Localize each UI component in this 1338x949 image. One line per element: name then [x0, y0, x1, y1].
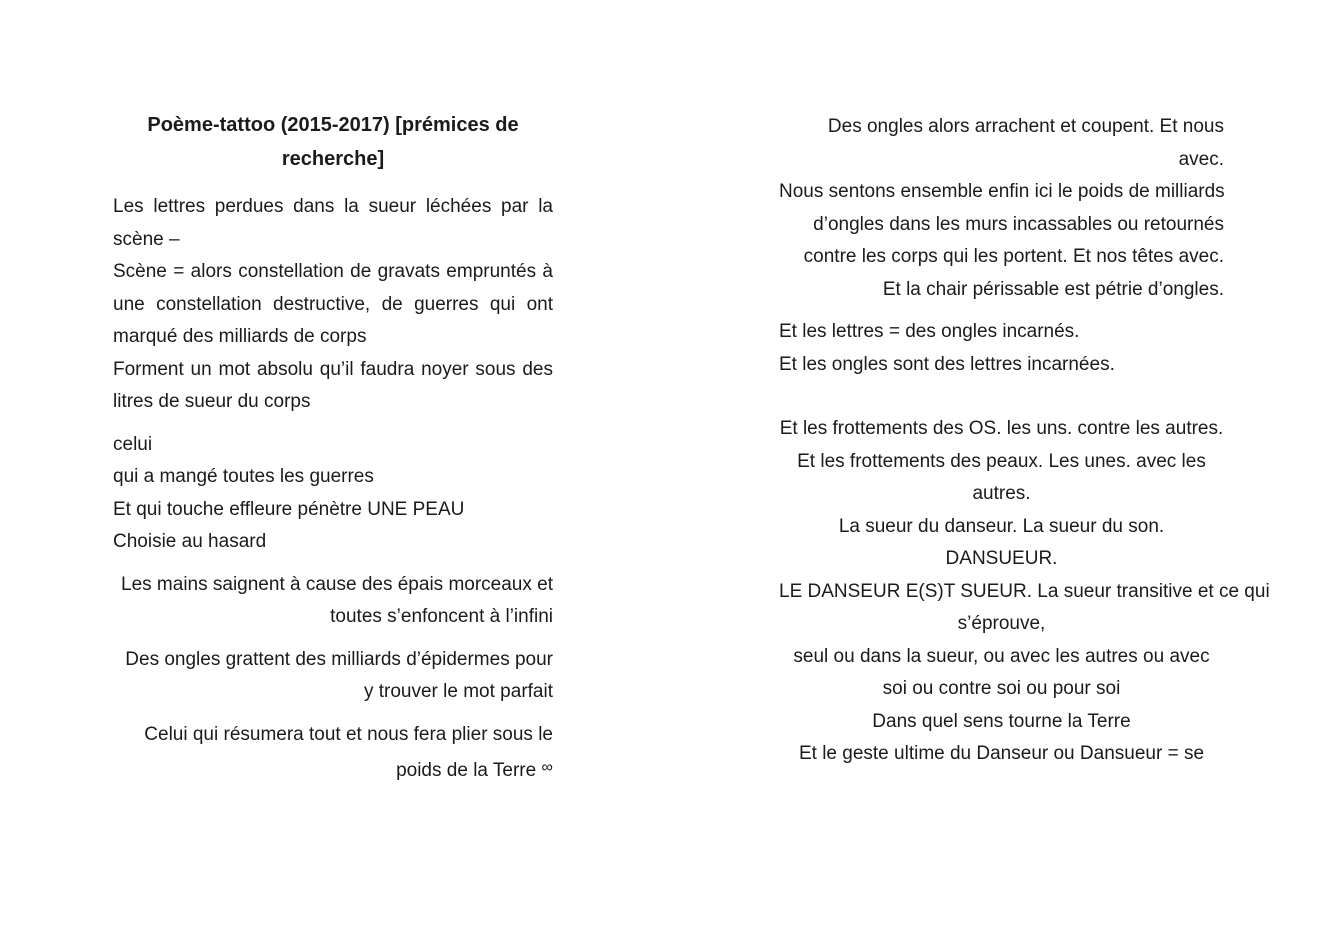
poem-line: toutes s’enfoncent à l’infini: [330, 606, 553, 627]
poem-stanza: [779, 316, 1224, 381]
poem-stanza: [113, 191, 553, 419]
poem-line: La sueur du danseur. La sueur du son.: [838, 515, 1165, 537]
poem-line: Forment un mot absolu qu’il faudra noyer sous des: [113, 358, 553, 380]
poem-line: Scène = alors constellation de gravats empruntés à: [113, 261, 553, 282]
poem-line: poids de la Terre ∞: [396, 758, 553, 781]
poem-line: qui a mangé toutes les guerres: [113, 466, 374, 487]
poem-line: Nous sentons ensemble enfin ici le poids de milliards: [779, 181, 1225, 202]
poem-line: contre les corps qui les portent. Et nos têtes avec.: [803, 246, 1224, 267]
poem-line: Les mains saignent à cause des épais morceaux et: [121, 573, 553, 595]
poem-line: Et les lettres = des ongles incarnés.: [779, 321, 1080, 342]
poem-line: Et la chair périssable est pétrie d’ongles.: [882, 278, 1224, 300]
poem-stanza: [113, 719, 553, 788]
poem-stanza: [113, 569, 553, 634]
poem-line: scène –: [113, 228, 180, 250]
poem-line: Et les frottements des peaux. Les unes. avec les: [797, 450, 1206, 472]
poem-line: Celui qui résumera tout et nous fera plier sous le: [144, 723, 553, 745]
poem-stanza: [113, 644, 553, 709]
poem-line: une constellation destructive, de guerres qui ont: [113, 293, 553, 315]
page-title-line: recherche]: [281, 148, 385, 170]
poem-line: d’ongles dans les murs incassables ou retournés: [813, 213, 1224, 235]
poem-column-left: [113, 108, 553, 798]
poem-line: Des ongles grattent des milliards d’épidermes pour: [125, 648, 553, 670]
poem-stanza: [113, 429, 553, 559]
poem-column-right: [779, 111, 1270, 781]
poem-line: s’éprouve,: [957, 613, 1046, 634]
poem-line: autres.: [972, 483, 1031, 504]
poem-line: seul ou dans la sueur, ou avec les autres ou avec: [793, 645, 1210, 667]
infinity-symbol: ∞: [541, 758, 553, 776]
poem-title: [113, 108, 553, 176]
poem-line: LE DANSEUR E(S)T SUEUR. La sueur transitive et ce qui: [779, 580, 1270, 602]
poem-line: Choisie au hasard: [113, 531, 267, 552]
poem-line: celui: [113, 433, 153, 455]
poem-line: Et les frottements des OS. les uns. contre les autres.: [779, 418, 1224, 439]
poem-line: Et les ongles sont des lettres incarnées.: [779, 353, 1115, 375]
page-title-line: Poème-tattoo (2015-2017) [prémices de: [147, 114, 519, 136]
poem-line: y trouver le mot parfait: [363, 681, 553, 702]
poem-line: litres de sueur du corps: [113, 391, 311, 412]
poem-stanza: [779, 111, 1224, 306]
poem-line: DANSUEUR.: [945, 548, 1058, 569]
poem-line: Et le geste ultime du Danseur ou Dansueur = se: [798, 743, 1205, 764]
poem-line: Des ongles alors arrachent et coupent. Et nous: [827, 116, 1224, 137]
poem-line: Dans quel sens tourne la Terre: [872, 710, 1131, 732]
poem-line: marqué des milliards de corps: [113, 326, 367, 347]
poem-line: Et qui touche effleure pénètre UNE PEAU: [113, 498, 465, 520]
poem-stanza: [779, 413, 1270, 771]
poem-line: avec.: [1178, 148, 1224, 170]
poem-line: Les lettres perdues dans la sueur léchées par la: [113, 196, 553, 217]
poem-line: soi ou contre soi ou pour soi: [882, 678, 1121, 699]
